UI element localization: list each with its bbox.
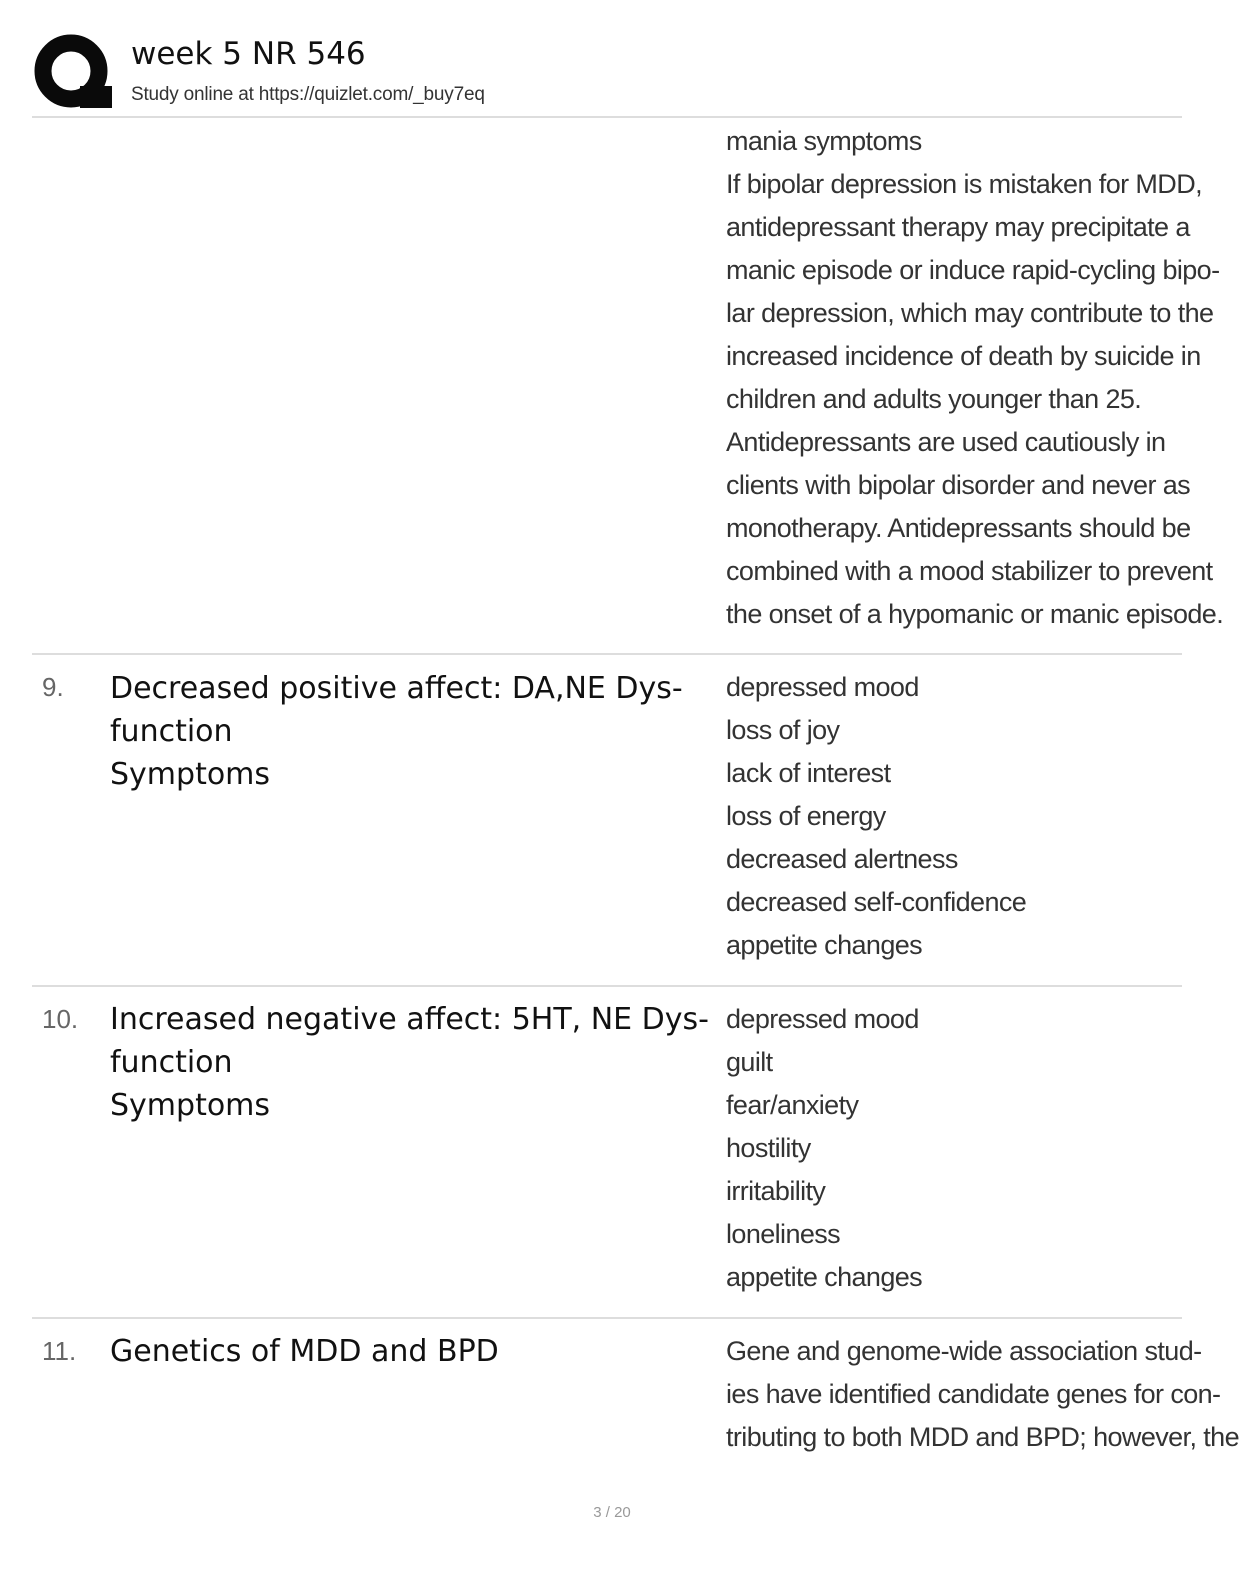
definition-line: guilt — [726, 1047, 773, 1077]
definition-line: the onset of a hypomanic or manic episode. — [726, 599, 1224, 629]
definition-line: loneliness — [726, 1219, 841, 1249]
definition-line: decreased self-confidence — [726, 887, 1027, 917]
card-definition — [726, 998, 1176, 1299]
definition-line: loss of energy — [726, 801, 886, 831]
definition-line: increased incidence of death by suicide in — [726, 341, 1201, 371]
card-definition — [726, 666, 1176, 967]
definition-line: clients with bipolar disorder and never as — [726, 470, 1191, 500]
definition-line: If bipolar depression is mistaken for MDD, — [726, 169, 1202, 199]
term-line: Genetics of MDD and BPD — [110, 1334, 499, 1369]
card-number: 9. — [42, 672, 64, 702]
card-term — [110, 998, 709, 1127]
definition-line: Gene and genome-wide association stud- — [726, 1336, 1202, 1366]
card-divider — [32, 985, 1182, 987]
definition-line: monotherapy. Antidepressants should be — [726, 513, 1191, 543]
definition-line: lar depression, which may contribute to the — [726, 298, 1214, 328]
card-divider — [32, 1317, 1182, 1319]
definition-line: Antidepressants are used cautiously in — [726, 427, 1166, 457]
term-line: function — [110, 1045, 233, 1080]
definition-line: combined with a mood stabilizer to prevent — [726, 556, 1213, 586]
definition-line: children and adults younger than 25. — [726, 384, 1142, 414]
definition-line: loss of joy — [726, 715, 840, 745]
definition-line: lack of interest — [726, 758, 891, 788]
card-number: 10. — [42, 1004, 79, 1034]
definition-line: decreased alertness — [726, 844, 958, 874]
definition-line: manic episode or induce rapid-cycling bipo- — [726, 255, 1220, 285]
definition-line: tributing to both MDD and BPD; however, the — [726, 1422, 1239, 1452]
definition-line: fear/anxiety — [726, 1090, 859, 1120]
definition-line: appetite changes — [726, 930, 923, 960]
definition-line: ies have identified candidate genes for con- — [726, 1379, 1221, 1409]
term-line: Symptoms — [110, 757, 271, 792]
term-line: function — [110, 714, 233, 749]
quizlet-q-logo-icon — [34, 34, 112, 112]
term-line: Increased negative affect: 5HT, NE Dys- — [110, 1002, 709, 1037]
card-divider — [32, 653, 1182, 655]
definition-line: depressed mood — [726, 1004, 919, 1034]
card-term — [110, 1330, 700, 1373]
definition-line: antidepressant therapy may precipitate a — [726, 212, 1190, 242]
definition-line: hostility — [726, 1133, 811, 1163]
card-definition — [726, 1330, 1239, 1459]
document-title: week 5 NR 546 — [131, 36, 366, 72]
header-divider — [32, 116, 1182, 118]
definition-line: appetite changes — [726, 1262, 923, 1292]
term-line: Decreased positive affect: DA,NE Dys- — [110, 671, 683, 706]
card-number: 11. — [42, 1336, 77, 1366]
study-online-link[interactable]: Study online at https://quizlet.com/_buy7eq — [131, 84, 485, 105]
definition-line: irritability — [726, 1176, 826, 1206]
continued-definition — [726, 120, 1224, 636]
term-line: Symptoms — [110, 1088, 271, 1123]
definition-line: depressed mood — [726, 672, 919, 702]
card-term — [110, 667, 700, 796]
page-number: 3 / 20 — [593, 1504, 631, 1521]
page-header — [32, 30, 1182, 118]
definition-line: mania symptoms — [726, 126, 922, 156]
